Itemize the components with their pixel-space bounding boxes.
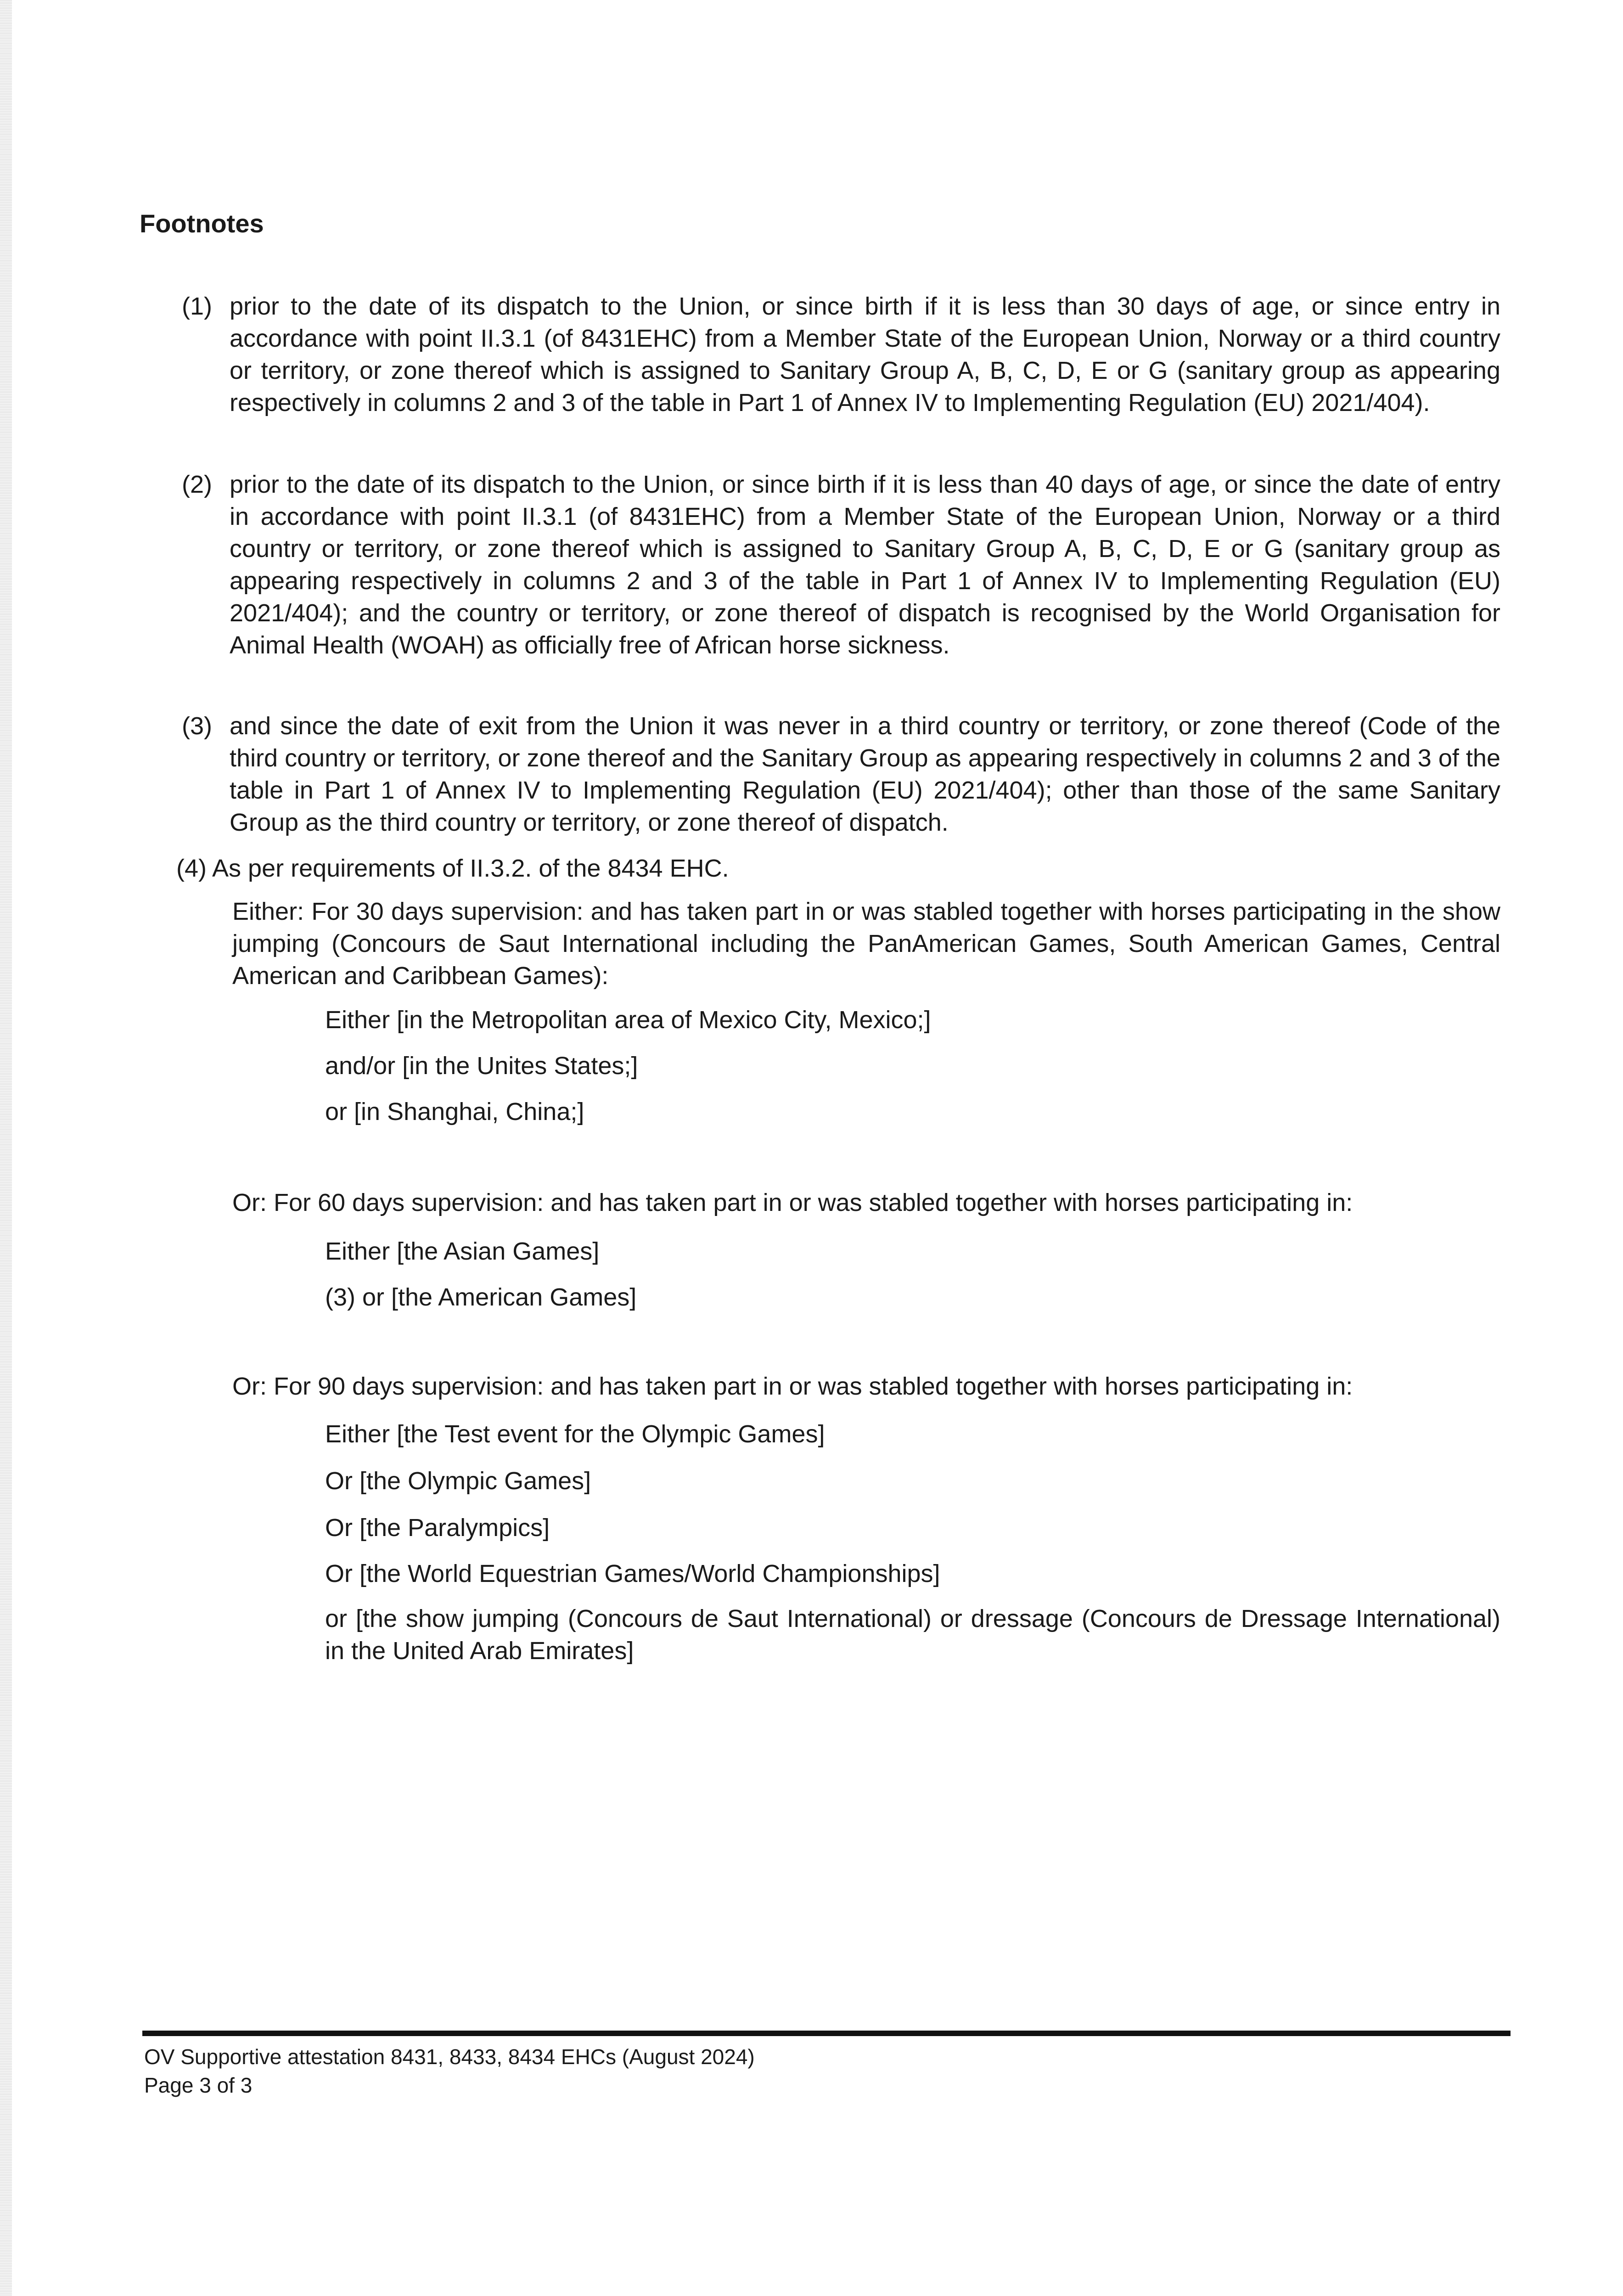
option-60-days: Or: For 60 days supervision: and has taken part in or was stabled together with horses participating in: <box>232 1189 1353 1216</box>
scan-edge <box>0 0 12 2296</box>
footnote-2-text: prior to the date of its dispatch to the Union, or since birth if it is less than 40 days of age, or since the date of entry in accordance with point II.3.1 (of 8431EHC) from a Member State of the European Union, Norway or a third country or territory, or zone thereof which is assigned to Sanitary Group A, B, C, D, E or G (sanitary group as appearing respectively in columns 2 and 3 of the table in Part 1 of Annex IV to Implementing Regulation (EU) 2021/404); and the country or territory, or zone thereof of dispatch is recognised by the World Organisation for Animal Health (WOAH) as officially free of African horse sickness. <box>230 471 1500 659</box>
footnote-4-intro: (4) As per requirements of II.3.2. of the 8434 EHC. <box>176 855 729 882</box>
footer-rule <box>142 2031 1511 2036</box>
footer-page-number: Page 3 of 3 <box>144 2073 253 2097</box>
footnote-1-number: (1) <box>182 293 212 320</box>
footer-title: OV Supportive attestation 8431, 8433, 8434 EHCs (August 2024) <box>144 2045 755 2069</box>
option-90-days: Or: For 90 days supervision: and has taken part in or was stabled together with horses participating in: <box>232 1373 1353 1400</box>
option-30-days: Either: For 30 days supervision: and has taken part in or was stabled together with horses participating in the show jumping (Concours de Saut International including the PanAmerican Games, South American Games, Central American and Caribbean Games): <box>232 898 1500 990</box>
option-30-item-3: or [in Shanghai, China;] <box>325 1098 584 1125</box>
footnote-2 <box>182 468 1500 661</box>
option-30-item-2: and/or [in the Unites States;] <box>325 1052 638 1080</box>
footnote-3-text: and since the date of exit from the Union it was never in a third country or territory, or zone thereof (Code of the third country or territory, or zone thereof and the Sanitary Group as appearing respectively in columns 2 and 3 of the table in Part 1 of Annex IV to Implementing Regulation (EU) 2021/404); other than those of the same Sanitary Group as the third country or territory, or zone thereof of dispatch. <box>230 712 1500 836</box>
option-60-item-2: (3) or [the American Games] <box>325 1283 637 1311</box>
option-90-item-4: Or [the World Equestrian Games/World Championships] <box>325 1560 940 1587</box>
footnote-1-text: prior to the date of its dispatch to the Union, or since birth if it is less than 30 days of age, or since entry in accordance with point II.3.1 (of 8431EHC) from a Member State of the European Union, Norway or a third country or territory, or zone thereof which is assigned to Sanitary Group A, B, C, D, E or G (sanitary group as appearing respectively in columns 2 and 3 of the table in Part 1 of Annex IV to Implementing Regulation (EU) 2021/404). <box>230 293 1500 416</box>
option-60-item-1: Either [the Asian Games] <box>325 1238 600 1265</box>
footnotes-heading: Footnotes <box>140 209 264 238</box>
footnote-3 <box>182 710 1500 838</box>
option-90-item-2: Or [the Olympic Games] <box>325 1467 591 1495</box>
footnote-1 <box>182 290 1500 419</box>
footnote-3-number: (3) <box>182 712 212 740</box>
option-90-item-1: Either [the Test event for the Olympic Games] <box>325 1420 825 1448</box>
footnote-2-number: (2) <box>182 471 212 498</box>
option-30-item-1: Either [in the Metropolitan area of Mexico City, Mexico;] <box>325 1006 931 1034</box>
option-90-item-5: or [the show jumping (Concours de Saut International) or dressage (Concours de Dressage International) in the United Arab Emirates] <box>325 1605 1500 1665</box>
option-90-item-3: Or [the Paralympics] <box>325 1514 550 1542</box>
